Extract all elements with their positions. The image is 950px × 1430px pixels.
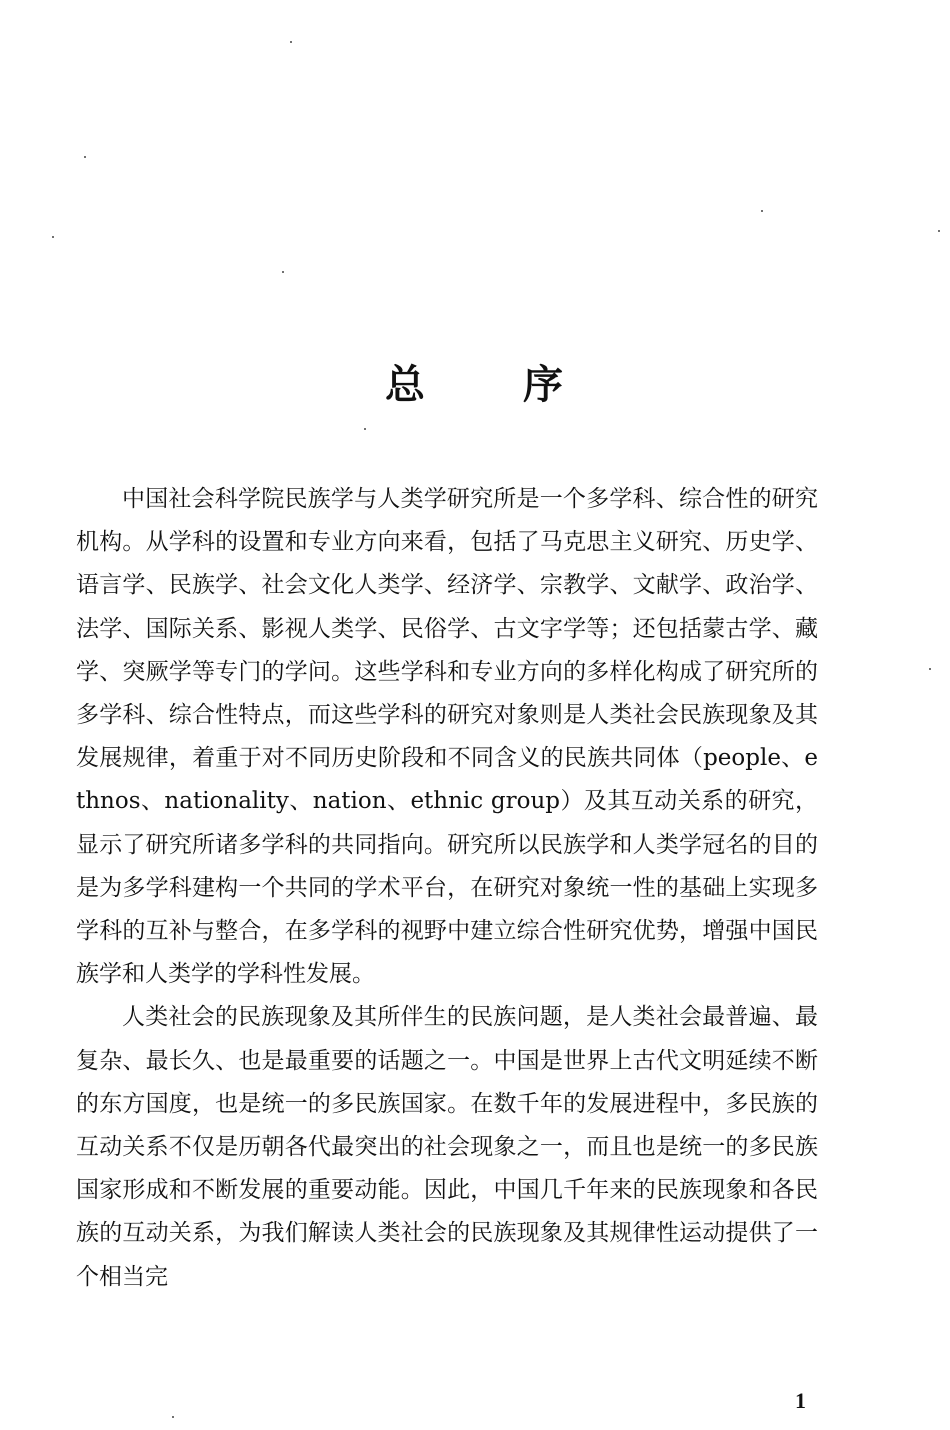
page-title <box>0 357 950 413</box>
scan-speck <box>929 668 931 670</box>
page-number: 1 <box>795 1388 806 1413</box>
scan-speck <box>761 210 763 212</box>
scan-speck <box>52 236 54 238</box>
paragraph: 中国社会科学院民族学与人类学研究所是一个多学科、综合性的研究机构。从学科的设置和专业方向来看，包括了马克思主义研究、历史学、语言学、民族学、社会文化人类学、经济学、宗教学、文献学、政治学、法学、国际关系、影视人类学、民俗学、古文字学等；还包括蒙古学、藏学、突厥学等专门的学问。这些学科和专业方向的多样化构成了研究所的多学科、综合性特点，而这些学科的研究对象则是人类社会民族现象及其发展规律，着重于对不同历史阶段和不同含义的民族共同体（people、ethnos、nationality、nation、ethnic group）及其互动关系的研究，显示了研究所诸多学科的共同指向。研究所以民族学和人类学冠名的目的是为多学科建构一个共同的学术平台，在研究对象统一性的基础上实现多学科的互补与整合，在多学科的视野中建立综合性研究优势，增强中国民族学和人类学的学科性发展。 <box>76 486 818 988</box>
scan-speck <box>364 428 366 430</box>
title-char-2: 序 <box>523 360 565 408</box>
scan-speck <box>172 1416 174 1418</box>
scan-speck <box>938 230 940 232</box>
body-text <box>76 478 818 1299</box>
paragraph: 人类社会的民族现象及其所伴生的民族问题，是人类社会最普遍、最复杂、最长久、也是最重要的话题之一。中国是世界上古代文明延续不断的东方国度，也是统一的多民族国家。在数千年的发展进程中，多民族的互动关系不仅是历朝各代最突出的社会现象之一，而且也是统一的多民族国家形成和不断发展的重要动能。因此，中国几千年来的民族现象和各民族的互动关系，为我们解读人类社会的民族现象及其规律性运动提供了一个相当完 <box>76 1004 818 1290</box>
scan-speck <box>282 271 284 273</box>
scan-speck <box>84 156 86 158</box>
title-char-1: 总 <box>385 360 427 408</box>
scan-speck <box>290 41 292 43</box>
